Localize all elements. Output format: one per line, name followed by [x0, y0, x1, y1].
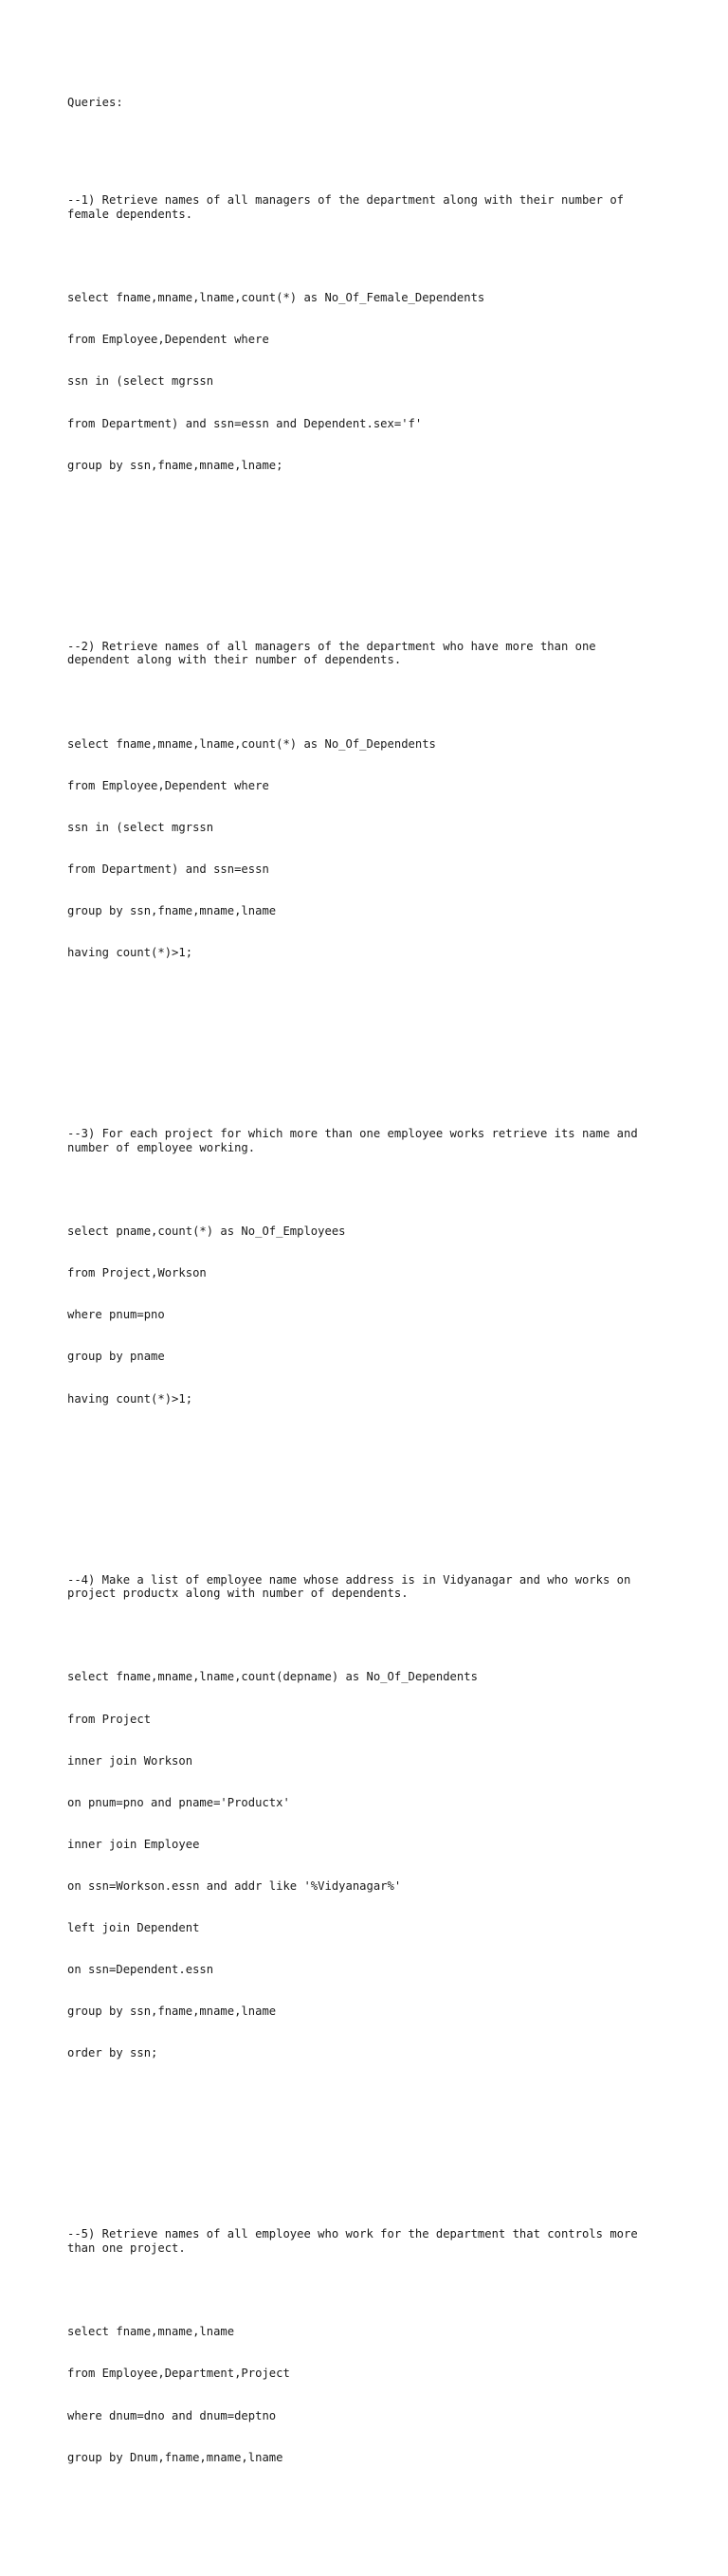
code-line: ssn in (select mgrssn [67, 374, 214, 389]
code-line: on ssn=Dependent.essn [67, 1963, 214, 1977]
code-line: where dnum=dno and dnum=deptno [67, 2408, 277, 2422]
code-line: having count(*)>1; [67, 946, 193, 960]
code-line: from Employee,Dependent where [67, 778, 269, 792]
code-block-5 [67, 2297, 693, 2493]
code-block-2 [67, 709, 693, 988]
query-section-3 [67, 1099, 693, 1461]
code-line: select fname,mname,lname [67, 2325, 235, 2339]
code-line: group by ssn,fname,mname,lname [67, 904, 277, 918]
question-3: --3) For each project for which more than one employee works retrieve its name and number of employee working. [67, 1127, 638, 1154]
code-line: group by Dnum,fname,mname,lname [67, 2450, 283, 2464]
code-line: select pname,count(*) as No_Of_Employees [67, 1225, 346, 1239]
code-line: order by ssn; [67, 2046, 158, 2060]
code-line: from Department) and ssn=essn and Dependent.sex='f' [67, 416, 423, 430]
question-1: --1) Retrieve names of all managers of the department along with their number of female dependents. [67, 193, 624, 222]
code-line: group by ssn,fname,mname,lname [67, 2005, 277, 2019]
question-5: --5) Retrieve names of all employee who work for the department that controls more than one project. [67, 2227, 638, 2256]
code-line: group by pname [67, 1350, 165, 1364]
code-line: on ssn=Workson.essn and addr like '%Vidyanagar%' [67, 1879, 402, 1893]
question-2: --2) Retrieve names of all managers of the department who have more than one dependent along with their number of dependents. [67, 639, 596, 667]
code-line: having count(*)>1; [67, 1391, 193, 1406]
code-block-3 [67, 1197, 693, 1434]
code-line: from Employee,Dependent where [67, 333, 269, 347]
code-line: left join Dependent [67, 1921, 200, 1935]
query-section-1 [67, 166, 693, 528]
code-line: where pnum=pno [67, 1308, 165, 1322]
code-line: select fname,mname,lname,count(*) as No_Of_Dependents [67, 736, 436, 751]
code-line: from Department) and ssn=essn [67, 862, 269, 876]
document-page [67, 68, 693, 2576]
code-line: select fname,mname,lname,count(depname) as No_Of_Dependents [67, 1670, 478, 1684]
code-line: from Project,Workson [67, 1266, 207, 1280]
code-line: select fname,mname,lname,count(*) as No_Of_Female_Dependents [67, 291, 485, 305]
code-block-1 [67, 263, 693, 500]
code-line: inner join Workson [67, 1753, 193, 1768]
code-block-4 [67, 1642, 693, 2089]
query-section-2 [67, 611, 693, 1015]
code-line: from Employee,Department,Project [67, 2367, 290, 2381]
code-line: ssn in (select mgrssn [67, 820, 214, 834]
code-line: group by ssn,fname,mname,lname; [67, 458, 283, 472]
query-section-4 [67, 1545, 693, 2116]
code-line: inner join Employee [67, 1837, 200, 1851]
query-section-5 [67, 2200, 693, 2520]
code-line: from Project [67, 1712, 152, 1726]
code-line: on pnum=pno and pname='Productx' [67, 1795, 290, 1809]
question-4: --4) Make a list of employee name whose address is in Vidyanagar and who works on project productx along with number of dependents. [67, 1572, 631, 1601]
page-heading: Queries: [67, 96, 123, 110]
